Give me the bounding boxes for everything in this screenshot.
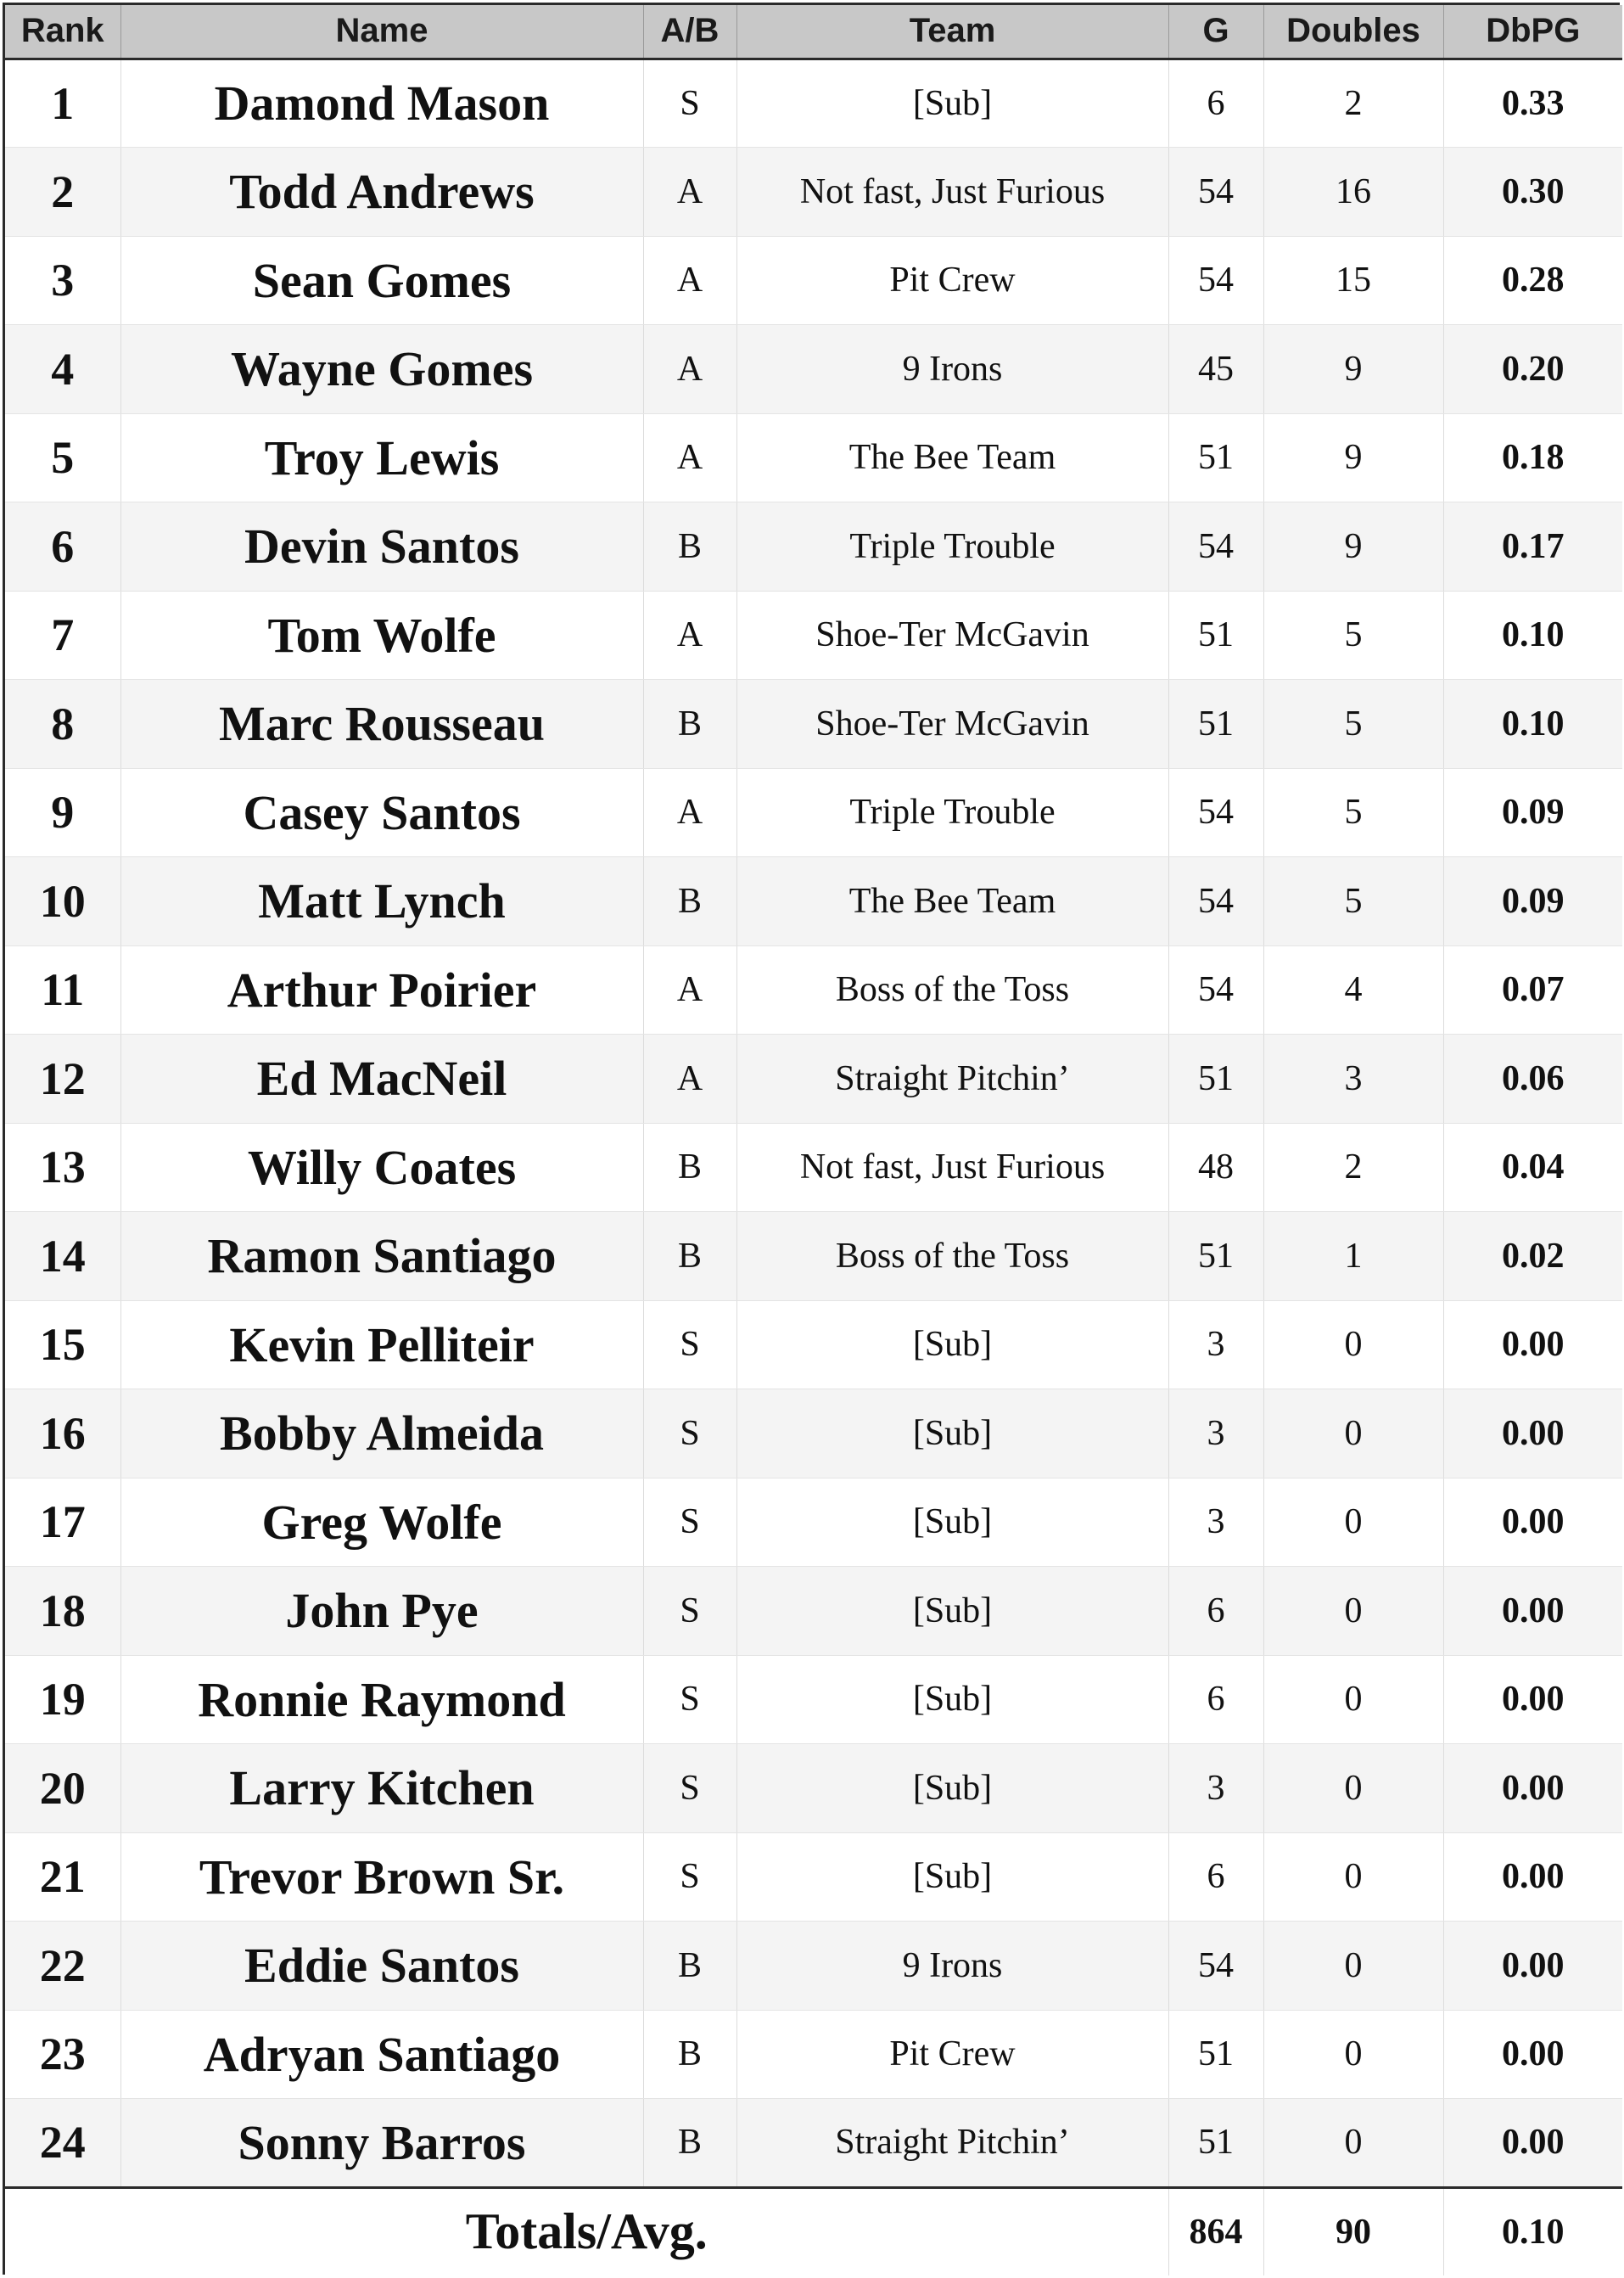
cell-doubles: 0	[1263, 1832, 1443, 1922]
cell-dbpg: 0.00	[1443, 2010, 1622, 2099]
cell-ab: S	[643, 1832, 736, 1922]
cell-dbpg: 0.09	[1443, 857, 1622, 946]
cell-team: [Sub]	[736, 1832, 1168, 1922]
cell-team: The Bee Team	[736, 857, 1168, 946]
cell-doubles: 0	[1263, 1389, 1443, 1478]
totals-label: Totals/Avg.	[5, 2187, 1168, 2275]
table-row[interactable]	[5, 502, 1622, 592]
cell-dbpg: 0.00	[1443, 1922, 1622, 2011]
cell-player-name: Ramon Santiago	[120, 1212, 643, 1301]
cell-team: Boss of the Toss	[736, 945, 1168, 1035]
cell-doubles: 5	[1263, 591, 1443, 680]
cell-games: 3	[1168, 1389, 1263, 1478]
cell-dbpg: 0.07	[1443, 945, 1622, 1035]
cell-team: Boss of the Toss	[736, 1212, 1168, 1301]
cell-rank: 3	[5, 236, 120, 325]
cell-rank: 8	[5, 680, 120, 769]
cell-team: Not fast, Just Furious	[736, 148, 1168, 237]
table-row[interactable]	[5, 2099, 1622, 2188]
cell-rank: 18	[5, 1567, 120, 1656]
cell-team: Straight Pitchin’	[736, 1035, 1168, 1124]
cell-games: 48	[1168, 1123, 1263, 1212]
cell-player-name: Marc Rousseau	[120, 680, 643, 769]
header-team[interactable]: Team	[736, 5, 1168, 59]
cell-ab: A	[643, 1035, 736, 1124]
cell-doubles: 9	[1263, 502, 1443, 592]
cell-player-name: Willy Coates	[120, 1123, 643, 1212]
cell-games: 51	[1168, 591, 1263, 680]
cell-ab: S	[643, 1478, 736, 1567]
cell-rank: 17	[5, 1478, 120, 1567]
cell-doubles: 4	[1263, 945, 1443, 1035]
cell-dbpg: 0.09	[1443, 768, 1622, 857]
cell-ab: A	[643, 413, 736, 502]
cell-player-name: Casey Santos	[120, 768, 643, 857]
cell-player-name: Kevin Pelliteir	[120, 1300, 643, 1389]
table-row[interactable]	[5, 857, 1622, 946]
cell-dbpg: 0.00	[1443, 1655, 1622, 1744]
cell-team: 9 Irons	[736, 1922, 1168, 2011]
table-row[interactable]	[5, 413, 1622, 502]
cell-team: [Sub]	[736, 1478, 1168, 1567]
cell-dbpg: 0.00	[1443, 2099, 1622, 2188]
cell-ab: S	[643, 1567, 736, 1656]
cell-team: [Sub]	[736, 59, 1168, 148]
cell-team: [Sub]	[736, 1655, 1168, 1744]
header-dbpg[interactable]: DbPG	[1443, 5, 1622, 59]
cell-dbpg: 0.00	[1443, 1832, 1622, 1922]
cell-rank: 15	[5, 1300, 120, 1389]
cell-ab: B	[643, 2099, 736, 2188]
table-row[interactable]	[5, 945, 1622, 1035]
cell-team: [Sub]	[736, 1300, 1168, 1389]
cell-dbpg: 0.28	[1443, 236, 1622, 325]
cell-rank: 7	[5, 591, 120, 680]
cell-doubles: 0	[1263, 1655, 1443, 1744]
cell-doubles: 5	[1263, 768, 1443, 857]
cell-team: Shoe-Ter McGavin	[736, 591, 1168, 680]
cell-team: 9 Irons	[736, 325, 1168, 414]
table-row[interactable]	[5, 1922, 1622, 2011]
totals-row	[5, 2187, 1622, 2275]
cell-dbpg: 0.00	[1443, 1744, 1622, 1833]
cell-player-name: Sonny Barros	[120, 2099, 643, 2188]
total-doubles: 90	[1263, 2187, 1443, 2275]
cell-player-name: Adryan Santiago	[120, 2010, 643, 2099]
cell-team: Shoe-Ter McGavin	[736, 680, 1168, 769]
cell-rank: 10	[5, 857, 120, 946]
cell-games: 51	[1168, 2010, 1263, 2099]
cell-doubles: 5	[1263, 857, 1443, 946]
cell-games: 51	[1168, 1212, 1263, 1301]
cell-games: 51	[1168, 1035, 1263, 1124]
table-row[interactable]	[5, 1389, 1622, 1478]
cell-ab: S	[643, 1389, 736, 1478]
cell-ab: S	[643, 1300, 736, 1389]
cell-ab: B	[643, 502, 736, 592]
cell-rank: 19	[5, 1655, 120, 1744]
cell-rank: 11	[5, 945, 120, 1035]
cell-team: Pit Crew	[736, 2010, 1168, 2099]
cell-doubles: 2	[1263, 1123, 1443, 1212]
cell-ab: A	[643, 148, 736, 237]
cell-player-name: Ronnie Raymond	[120, 1655, 643, 1744]
header-row	[5, 5, 1622, 59]
cell-ab: A	[643, 768, 736, 857]
cell-games: 51	[1168, 2099, 1263, 2188]
cell-player-name: Eddie Santos	[120, 1922, 643, 2011]
table-row[interactable]	[5, 1300, 1622, 1389]
cell-rank: 12	[5, 1035, 120, 1124]
table-row[interactable]	[5, 325, 1622, 414]
total-games: 864	[1168, 2187, 1263, 2275]
cell-ab: A	[643, 325, 736, 414]
table-header	[5, 5, 1622, 59]
cell-rank: 5	[5, 413, 120, 502]
cell-player-name: Bobby Almeida	[120, 1389, 643, 1478]
cell-doubles: 0	[1263, 1300, 1443, 1389]
cell-rank: 13	[5, 1123, 120, 1212]
cell-ab: B	[643, 857, 736, 946]
cell-ab: S	[643, 1744, 736, 1833]
table-row[interactable]	[5, 1567, 1622, 1656]
cell-ab: S	[643, 59, 736, 148]
cell-dbpg: 0.30	[1443, 148, 1622, 237]
cell-games: 54	[1168, 1922, 1263, 2011]
cell-games: 6	[1168, 1567, 1263, 1656]
cell-rank: 23	[5, 2010, 120, 2099]
table-row[interactable]	[5, 148, 1622, 237]
header-rank[interactable]: Rank	[5, 5, 120, 59]
cell-doubles: 0	[1263, 1567, 1443, 1656]
cell-doubles: 0	[1263, 2099, 1443, 2188]
cell-doubles: 0	[1263, 1478, 1443, 1567]
cell-doubles: 16	[1263, 148, 1443, 237]
cell-player-name: Greg Wolfe	[120, 1478, 643, 1567]
cell-dbpg: 0.02	[1443, 1212, 1622, 1301]
doubles-stats-table	[5, 5, 1622, 2275]
cell-team: Triple Trouble	[736, 768, 1168, 857]
cell-dbpg: 0.20	[1443, 325, 1622, 414]
cell-games: 54	[1168, 502, 1263, 592]
cell-dbpg: 0.00	[1443, 1567, 1622, 1656]
table-row[interactable]	[5, 1123, 1622, 1212]
cell-doubles: 0	[1263, 2010, 1443, 2099]
table-row[interactable]	[5, 591, 1622, 680]
cell-player-name: Damond Mason	[120, 59, 643, 148]
avg-dbpg: 0.10	[1443, 2187, 1622, 2275]
cell-rank: 21	[5, 1832, 120, 1922]
cell-player-name: Tom Wolfe	[120, 591, 643, 680]
table-row[interactable]	[5, 1744, 1622, 1833]
cell-rank: 2	[5, 148, 120, 237]
cell-doubles: 9	[1263, 413, 1443, 502]
cell-dbpg: 0.10	[1443, 680, 1622, 769]
table-row[interactable]	[5, 236, 1622, 325]
cell-rank: 22	[5, 1922, 120, 2011]
cell-player-name: Wayne Gomes	[120, 325, 643, 414]
cell-games: 51	[1168, 680, 1263, 769]
cell-ab: S	[643, 1655, 736, 1744]
cell-team: Triple Trouble	[736, 502, 1168, 592]
cell-games: 54	[1168, 768, 1263, 857]
cell-rank: 6	[5, 502, 120, 592]
doubles-stats-table-container	[3, 3, 1620, 2275]
cell-rank: 4	[5, 325, 120, 414]
cell-ab: A	[643, 236, 736, 325]
cell-doubles: 9	[1263, 325, 1443, 414]
table-row[interactable]	[5, 680, 1622, 769]
cell-rank: 20	[5, 1744, 120, 1833]
table-row[interactable]	[5, 1655, 1622, 1744]
cell-team: [Sub]	[736, 1389, 1168, 1478]
cell-player-name: Devin Santos	[120, 502, 643, 592]
table-row[interactable]	[5, 59, 1622, 148]
cell-dbpg: 0.00	[1443, 1300, 1622, 1389]
table-row[interactable]	[5, 1832, 1622, 1922]
cell-doubles: 2	[1263, 59, 1443, 148]
cell-player-name: John Pye	[120, 1567, 643, 1656]
cell-player-name: Matt Lynch	[120, 857, 643, 946]
cell-rank: 14	[5, 1212, 120, 1301]
cell-games: 6	[1168, 1655, 1263, 1744]
cell-team: The Bee Team	[736, 413, 1168, 502]
cell-rank: 16	[5, 1389, 120, 1478]
cell-ab: A	[643, 591, 736, 680]
table-footer	[5, 2187, 1622, 2275]
cell-games: 54	[1168, 148, 1263, 237]
table-row[interactable]	[5, 1478, 1622, 1567]
cell-dbpg: 0.00	[1443, 1478, 1622, 1567]
cell-dbpg: 0.00	[1443, 1389, 1622, 1478]
cell-player-name: Troy Lewis	[120, 413, 643, 502]
table-row[interactable]	[5, 1212, 1622, 1301]
cell-team: Not fast, Just Furious	[736, 1123, 1168, 1212]
cell-dbpg: 0.18	[1443, 413, 1622, 502]
cell-player-name: Todd Andrews	[120, 148, 643, 237]
cell-games: 54	[1168, 236, 1263, 325]
cell-games: 6	[1168, 1832, 1263, 1922]
header-ab[interactable]: A/B	[643, 5, 736, 59]
cell-doubles: 1	[1263, 1212, 1443, 1301]
header-doubles[interactable]: Doubles	[1263, 5, 1443, 59]
cell-player-name: Arthur Poirier	[120, 945, 643, 1035]
cell-games: 54	[1168, 857, 1263, 946]
cell-games: 45	[1168, 325, 1263, 414]
cell-games: 3	[1168, 1300, 1263, 1389]
cell-player-name: Larry Kitchen	[120, 1744, 643, 1833]
cell-dbpg: 0.04	[1443, 1123, 1622, 1212]
cell-games: 6	[1168, 59, 1263, 148]
table-row[interactable]	[5, 2010, 1622, 2099]
cell-player-name: Trevor Brown Sr.	[120, 1832, 643, 1922]
cell-games: 3	[1168, 1478, 1263, 1567]
header-games[interactable]: G	[1168, 5, 1263, 59]
cell-team: [Sub]	[736, 1567, 1168, 1656]
cell-rank: 9	[5, 768, 120, 857]
cell-doubles: 3	[1263, 1035, 1443, 1124]
cell-ab: B	[643, 1123, 736, 1212]
cell-ab: B	[643, 2010, 736, 2099]
cell-rank: 1	[5, 59, 120, 148]
cell-team: Straight Pitchin’	[736, 2099, 1168, 2188]
cell-doubles: 0	[1263, 1744, 1443, 1833]
table-row[interactable]	[5, 768, 1622, 857]
cell-games: 3	[1168, 1744, 1263, 1833]
cell-games: 54	[1168, 945, 1263, 1035]
cell-player-name: Sean Gomes	[120, 236, 643, 325]
cell-team: [Sub]	[736, 1744, 1168, 1833]
cell-rank: 24	[5, 2099, 120, 2188]
table-row[interactable]	[5, 1035, 1622, 1124]
header-name[interactable]: Name	[120, 5, 643, 59]
cell-doubles: 15	[1263, 236, 1443, 325]
cell-ab: B	[643, 1922, 736, 2011]
cell-ab: B	[643, 680, 736, 769]
cell-ab: B	[643, 1212, 736, 1301]
cell-doubles: 5	[1263, 680, 1443, 769]
table-body	[5, 59, 1622, 2187]
cell-games: 51	[1168, 413, 1263, 502]
cell-doubles: 0	[1263, 1922, 1443, 2011]
cell-dbpg: 0.10	[1443, 591, 1622, 680]
cell-player-name: Ed MacNeil	[120, 1035, 643, 1124]
cell-dbpg: 0.06	[1443, 1035, 1622, 1124]
cell-dbpg: 0.17	[1443, 502, 1622, 592]
cell-dbpg: 0.33	[1443, 59, 1622, 148]
cell-ab: A	[643, 945, 736, 1035]
cell-team: Pit Crew	[736, 236, 1168, 325]
